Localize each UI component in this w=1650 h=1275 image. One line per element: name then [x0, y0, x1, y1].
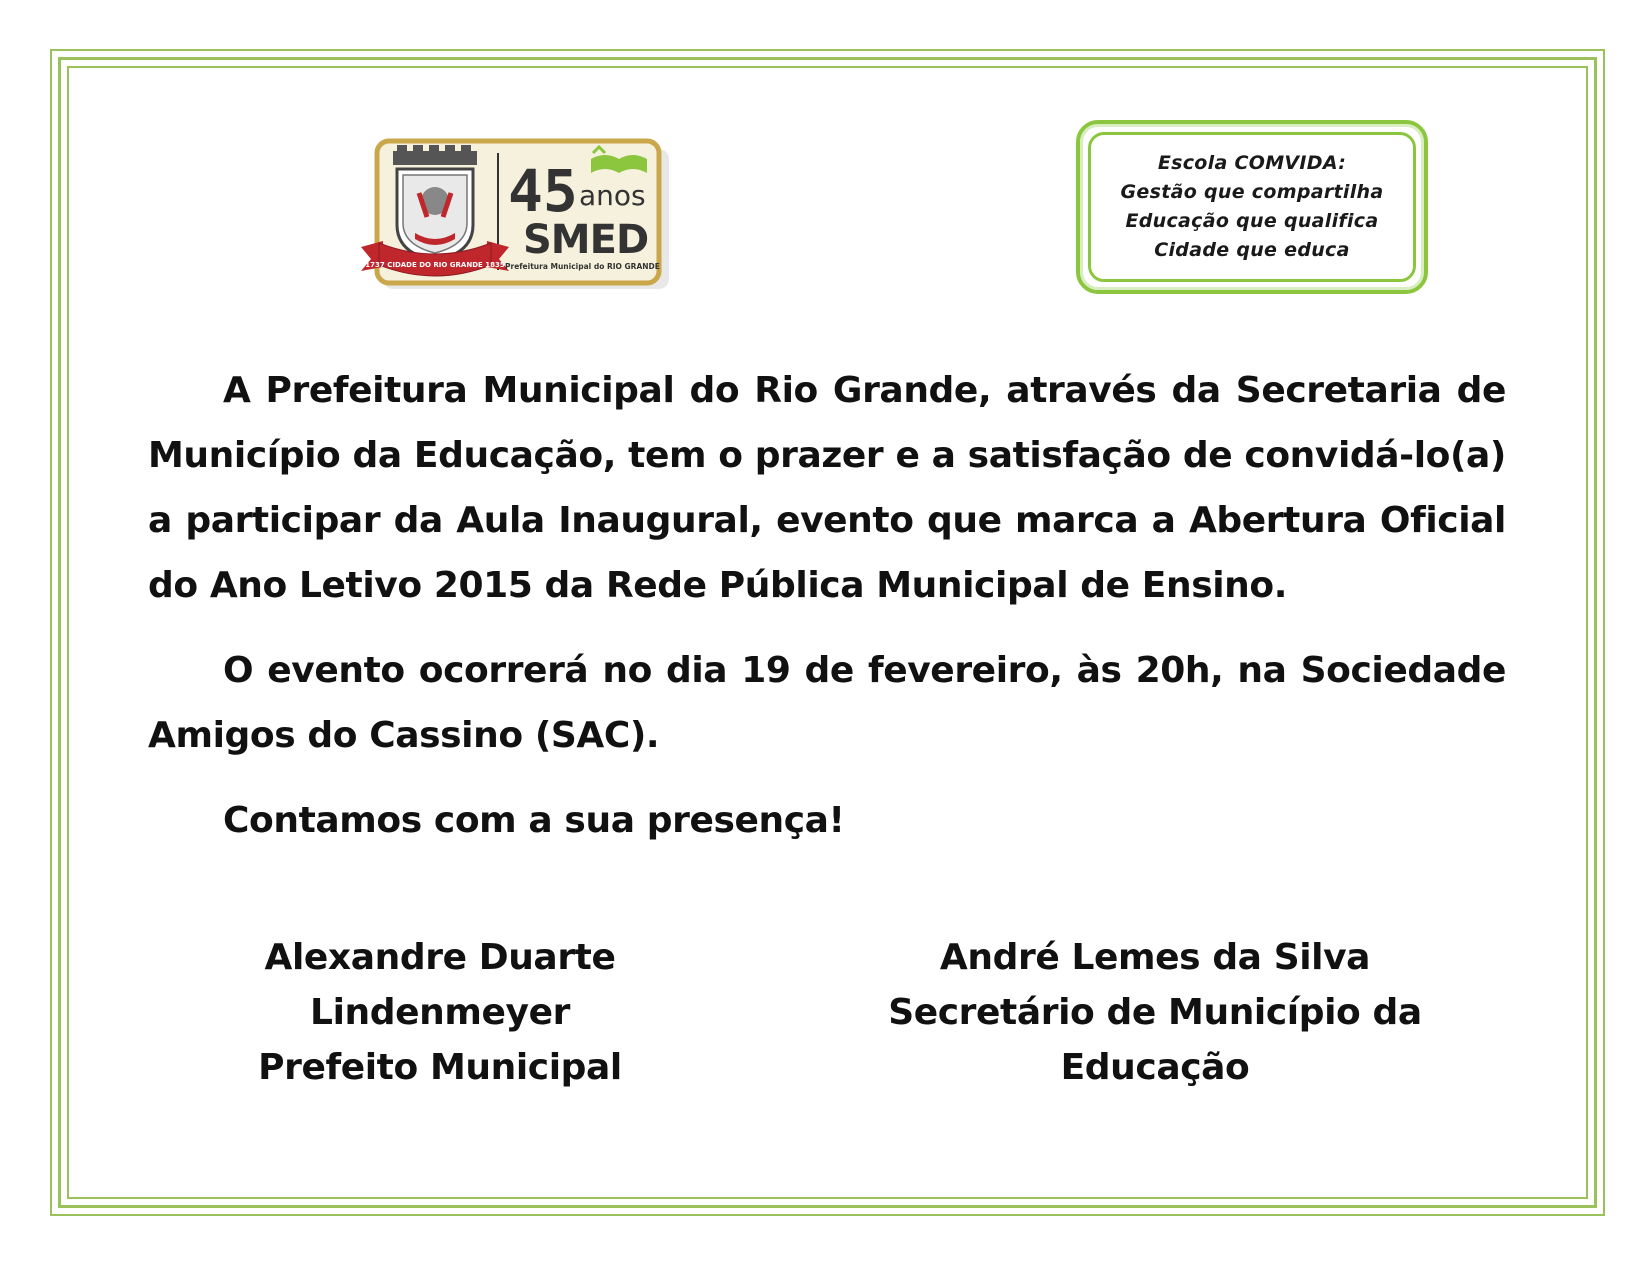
- signature-right-role: Secretário de Município da Educação: [888, 992, 1422, 1088]
- invitation-body: [148, 358, 1506, 873]
- signature-right: [790, 930, 1520, 1095]
- smed-logo: [353, 135, 673, 295]
- logo-caption: Prefeitura Municipal do RIO GRANDE: [505, 262, 660, 271]
- ribbon-text: 1737 CIDADE DO RIO GRANDE 1835: [365, 261, 505, 269]
- coat-of-arms-icon: [393, 145, 477, 261]
- logo-years-number: 45: [508, 157, 578, 225]
- signature-right-name: André Lemes da Silva: [939, 937, 1371, 978]
- signature-left-name: Alexandre Duarte Lindenmeyer: [264, 937, 616, 1033]
- motto-line-1: Escola COMVIDA:: [1157, 152, 1347, 174]
- logo-years-word: anos: [579, 179, 646, 212]
- invitation-paragraph-3: Contamos com a sua presença!: [223, 800, 845, 841]
- motto-line-4: Cidade que educa: [1154, 239, 1350, 261]
- motto-line-2: Gestão que compartilha: [1120, 181, 1384, 203]
- logo-org: SMED: [523, 217, 649, 263]
- signature-left: [140, 930, 740, 1095]
- motto-line-3: Educação que qualifica: [1125, 210, 1379, 232]
- invitation-paragraph-1: A Prefeitura Municipal do Rio Grande, através da Secretaria de Município da Educação, tem o prazer e a satisfação de convidá-lo(a) a participar da Aula Inaugural, evento que marca a Abertura Oficial do Ano Letivo 2015 da Rede Pública Municipal de Ensino.: [148, 370, 1506, 606]
- invitation-paragraph-2: O evento ocorrerá no dia 19 de fevereiro, às 20h, na Sociedade Amigos do Cassino (SAC).: [148, 650, 1506, 756]
- motto-box: [1076, 120, 1428, 294]
- signature-left-role: Prefeito Municipal: [258, 1047, 622, 1088]
- smed-logo-graphic: [353, 135, 673, 295]
